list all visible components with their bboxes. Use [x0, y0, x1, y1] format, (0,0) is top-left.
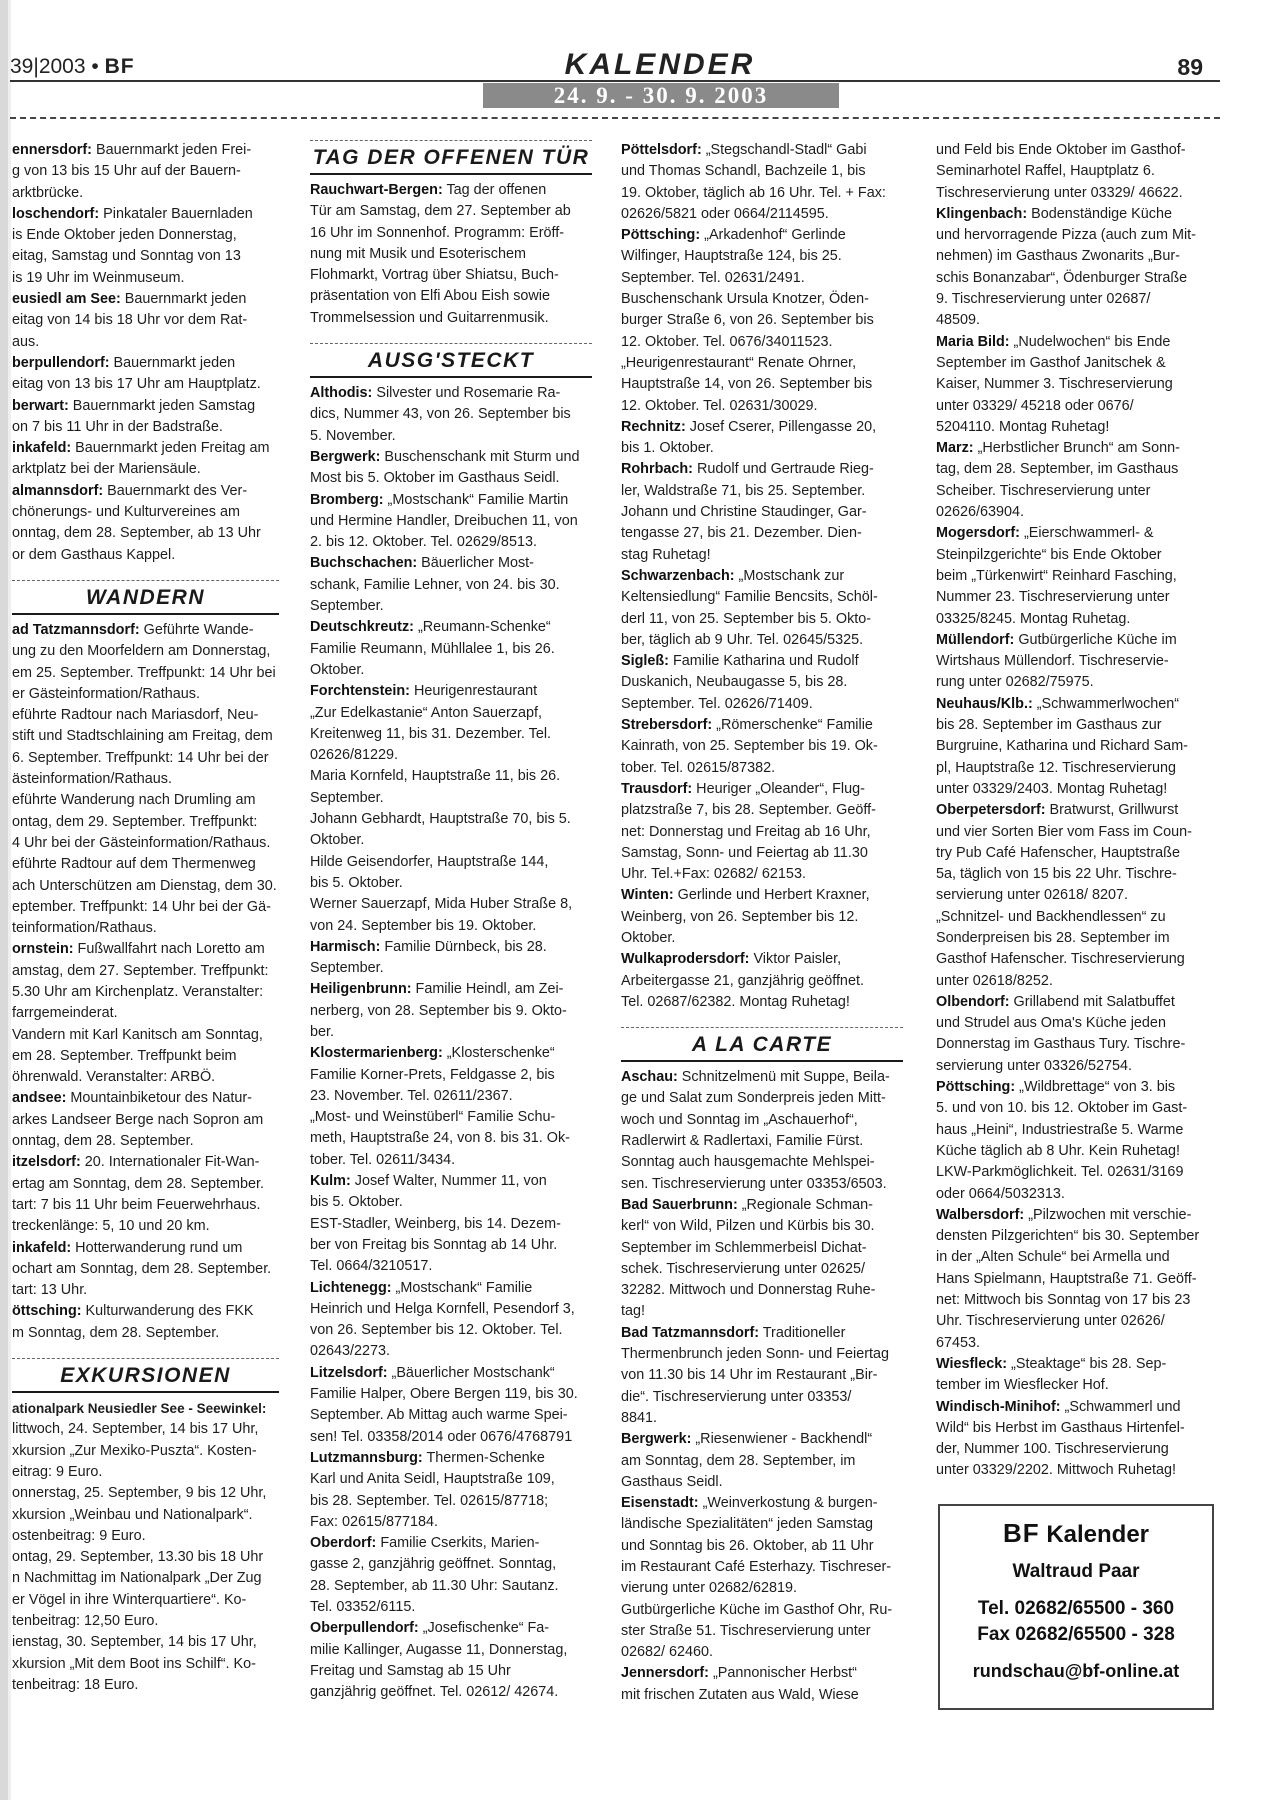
entry-text: „Stegschandl-Stadl“ Gabi und Thomas Schandl, Bachzeile 1, bis 19. Oktober, täglich ab 16 Uhr. Tel. + Fax: 02626/5821 oder 0664/2114595.: [621, 142, 886, 222]
entry-location: Oberpullendorf:: [310, 1620, 419, 1637]
calendar-entry: [12, 1301, 279, 1344]
entry-text: Geführte Wande- ung zu den Moorfeldern am Donnerstag, em 25. September. Treffpunkt: 14 Uhr bei er Gästeinformation/Rathaus. eführte Radtour nach Mariasdorf, Neu- stift und Stadtschlaining am Freitag, dem 6. September. Treffpunkt: 14 Uhr bei der ästeinformation/Rathaus. eführte Wanderung nach Drumling am ontag, dem 29. September. Treffpunkt: 4 Uhr bei der Gästeinformation/Rathaus. eführte Radtour auf dem Thermenweg ach Unterschützen am Dienstag, dem 30. eptember. Treffpunkt: 14 Uhr bei der Gä- teinformation/Rathaus.: [12, 621, 277, 937]
subheading: ationalpark Neusiedler See - Seewinkel:: [12, 1401, 267, 1417]
entry-location: Kulm:: [310, 1173, 351, 1190]
entry-text: „Wildbrettage“ von 3. bis 5. und von 10. bis 12. Oktober im Gast- haus „Heini“, Industriestraße 5. Warme Küche täglich ab 8 Uhr. Kein Ruhetag! LKW-Parkmöglichkeit. Tel. 02631/3169 oder 0664/5032313.: [936, 1079, 1188, 1202]
calendar-entry: [621, 1663, 903, 1706]
calendar-entry: [936, 800, 1218, 992]
entry-text: Fußwallfahrt nach Loretto am amstag, dem 27. September. Treffpunkt: 5.30 Uhr am Kirchenplatz. Veranstalter: farrgemeinderat. Vandern mit Karl Kanitsch am Sonntag, em 28. September. Treffpunkt beim öhrenwald. Veranstalter: ARBÖ.: [12, 941, 269, 1086]
entry-location: Oberdorf:: [310, 1535, 377, 1552]
entry-text: Bauernmarkt jeden eitag von 13 bis 17 Uhr am Hauptplatz.: [12, 354, 261, 393]
contact-fax: Fax 02682/65500 - 328: [977, 1623, 1175, 1645]
calendar-entry: [310, 1363, 592, 1448]
entry-text: Rudolf und Gertraude Rieg- ler, Waldstraße 71, bis 25. September. Johann und Christine Staudinger, Gar- tengasse 27, bis 21. Dezember. Dien- stag Ruhetag!: [621, 461, 874, 563]
entry-text: Bauernmarkt jeden Freitag am arktplatz bei der Mariensäule.: [12, 440, 270, 478]
entry-location: Deutschkreutz:: [310, 619, 414, 636]
calendar-entry: [310, 681, 592, 937]
calendar-entry: [310, 180, 592, 329]
entry-text: Josef Cserer, Pillengasse 20, bis 1. Oktober.: [621, 418, 877, 457]
entry-location: Strebersdorf:: [621, 717, 713, 734]
entry-text: „Weinverkostung & burgen- ländische Spezialitäten“ jeden Samstag und Sonntag bis 26. Oktober, ab 11 Uhr im Restaurant Café Esterhazy. Tischreser- vierung unter 02682/62819. Gutbürgerliche Küche im Gasthof Ohr, Ru- ster Straße 51. Tischreservierung unter 02682/ 62460.: [621, 1495, 893, 1661]
entry-text: „Schwammerl und Wild“ bis Herbst im Gasthaus Hirtenfel- der, Nummer 100. Tischreservierung unter 03329/2202. Mittwoch Ruhetag!: [936, 1398, 1185, 1479]
calendar-entry: [621, 1323, 903, 1429]
entry-text: Mountainbiketour des Natur- arkes Landseer Berge nach Sopron am onntag, dem 28. September.: [12, 1090, 264, 1150]
calendar-entry: [12, 1238, 279, 1302]
dashed-divider: [10, 117, 1220, 119]
calendar-entry: [12, 204, 279, 289]
section-heading: A LA CARTE: [621, 1027, 903, 1062]
entry-location: Schwarzenbach:: [621, 567, 735, 584]
entry-location: Oberpetersdorf:: [936, 802, 1046, 819]
calendar-entry: [12, 438, 279, 481]
calendar-entry: [310, 553, 592, 617]
calendar-entry: [621, 885, 903, 949]
entry-text: Familie Cserkits, Marien- gasse 2, ganzjährig geöffnet. Sonntag, 28. September, ab 11.30 Uhr: Sautanz. Tel. 03352/6115.: [310, 1535, 559, 1615]
entry-text: Bauernmarkt jeden Samstag on 7 bis 11 Uhr in der Badstraße.: [12, 397, 256, 435]
entry-location: Müllendorf:: [936, 631, 1015, 648]
entry-text: „Regionale Schman- kerl“ von Wild, Pilzen und Kürbis bis 30. September im Schlemmerbeisl Dichat- schek. Tischreservierung unter 02625/ 32282. Mittwoch und Donnerstag Ruhe- tag!: [621, 1196, 876, 1320]
calendar-entry: [310, 1043, 592, 1171]
entry-text: „Pannonischer Herbst“ mit frischen Zutaten aus Wald, Wiese: [621, 1665, 859, 1703]
entry-text: Pinkataler Bauernladen is Ende Oktober jeden Donnerstag, eitag, Samstag und Sonntag von 13 is 19 Uhr im Weinmuseum.: [12, 205, 253, 286]
brand-label: BF: [104, 55, 135, 78]
contact-box-label: Kalender: [1046, 1520, 1150, 1548]
entry-location: itzelsdorf:: [12, 1154, 81, 1171]
calendar-entry: [310, 1618, 592, 1703]
calendar-entry: [621, 949, 903, 1013]
column-4-entries: [936, 140, 1218, 1482]
issue-label: [10, 55, 135, 79]
entry-text: Gutbürgerliche Küche im Wirtshaus Müllendorf. Tischreservie- rung unter 02682/75975.: [936, 631, 1177, 691]
calendar-entry: [12, 481, 279, 566]
calendar-entry: [310, 383, 592, 447]
entry-text: „Nudelwochen“ bis Ende September im Gasthof Janitschek & Kaiser, Nummer 3. Tischreservierung unter 03329/ 45218 oder 0676/ 5204110. Montag Ruhetag!: [936, 333, 1173, 435]
calendar-entry: [12, 939, 279, 1088]
entry-location: Klostermarienberg:: [310, 1045, 443, 1062]
calendar-entry: [310, 1171, 592, 1277]
entry-text: „Steaktage“ bis 28. Sep- tember im Wiesflecker Hof.: [936, 1355, 1167, 1394]
page-number: 89: [1177, 54, 1203, 80]
entry-location: Sigleß:: [621, 653, 669, 670]
entry-text: „Eierschwammerl- & Steinpilzgerichte“ bis Ende Oktober beim „Türkenwirt“ Reinhard Fasching, Nummer 23. Tischreservierung unter 03325/8245. Montag Ruhetag.: [936, 525, 1177, 627]
entry-location: Rohrbach:: [621, 461, 693, 478]
entry-text: und Feld bis Ende Oktober im Gasthof- Seminarhotel Raffel, Hauptplatz 6. Tischreservierung unter 03329/ 46622.: [936, 142, 1186, 201]
calendar-entry: [12, 620, 279, 939]
entry-location: ornstein:: [12, 941, 74, 958]
calendar-entry: [936, 523, 1218, 629]
entry-text: „Reumann-Schenke“ Familie Reumann, Mühllalee 1, bis 26. Oktober.: [310, 619, 555, 678]
scan-edge-shadow: [8, 0, 11, 1800]
entry-text: Familie Katharina und Rudolf Duskanich, Neubaugasse 5, bis 28. September. Tel. 02626/71409.: [621, 653, 859, 712]
entry-location: Olbendorf:: [936, 993, 1010, 1010]
entry-text: Viktor Paisler, Arbeitergasse 21, ganzjährig geöffnet. Tel. 02687/62382. Montag Ruhetag!: [621, 951, 864, 1010]
calendar-entry: [12, 140, 279, 204]
entry-text: Kulturwanderung des FKK m Sonntag, dem 28. September.: [12, 1303, 254, 1341]
entry-location: inkafeld:: [12, 1239, 72, 1256]
calendar-entry: [621, 715, 903, 779]
entry-location: Bromberg:: [310, 491, 384, 508]
entry-text: „Bäuerlicher Mostschank“ Familie Halper, Obere Bergen 119, bis 30. September. Ab Mittag auch warme Spei- sen! Tel. 03358/2014 oder 0676/4768791: [310, 1364, 578, 1445]
entry-text: „Herbstlicher Brunch“ am Sonn- tag, dem 28. September, im Gasthaus Scheiber. Tischreservierung unter 02626/63904.: [936, 440, 1180, 521]
calendar-entry: [12, 353, 279, 396]
section-heading: EXKURSIONEN: [12, 1358, 279, 1393]
calendar-entry: [936, 630, 1218, 694]
entry-location: Bad Tatzmannsdorf:: [621, 1324, 760, 1341]
section-heading: TAG DER OFFENEN TÜR: [310, 140, 592, 175]
calendar-entry: [310, 1533, 592, 1618]
entry-text: Bauernmarkt jeden Frei- g von 13 bis 15 Uhr auf der Bauern- arktbrücke.: [12, 142, 252, 201]
entry-text: „Pilzwochen mit verschie- densten Pilzgerichten“ bis 30. September in der „Alten Schule“ bei Armella und Hans Spielmann, Hauptstraße 71. Geöff- net: Mittwoch bis Sonntag von 17 bis 23 Uhr. Tischreservierung unter 02626/ 67453.: [936, 1206, 1200, 1351]
entry-text: „Klosterschenke“ Familie Korner-Prets, Feldgasse 2, bis 23. November. Tel. 02611/2367. „Most- und Weinstüberl“ Familie Schu- meth, Hauptstraße 24, von 8. bis 31. Ok- tober. Tel. 02611/3434.: [310, 1045, 570, 1168]
entry-text: Bodenständige Küche und hervorragende Pizza (auch zum Mit- nehmen) im Gasthaus Zwonarits „Bur- schis Bonanzabar“, Ödenburger Straße 9. Tischreservierung unter 02687/ 48509.: [936, 205, 1196, 329]
scan-edge: [0, 0, 8, 1800]
entry-location: eusiedl am See:: [12, 291, 121, 308]
entry-text: Heurigenrestaurant „Zur Edelkastanie“ Anton Sauerzapf, Kreitenweg 11, bis 31. Dezember. Tel. 02626/81229. Maria Kornfeld, Hauptstraße 11, bis 26. September. Johann Gebhardt, Hauptstraße 70, bis 5. Oktober. Hilde Geisendorfer, Hauptstraße 144, bis 5. Oktober. Werner Sauerzapf, Mida Huber Straße 8, von 24. September bis 19. Oktober.: [310, 683, 573, 934]
column-2: [310, 140, 592, 1703]
entry-text: „Römerschenke“ Familie Kainrath, von 25. September bis 19. Ok- tober. Tel. 02615/87382.: [621, 717, 878, 776]
calendar-entry: [936, 140, 1218, 204]
section-heading: WANDERN: [12, 580, 279, 615]
entry-location: Forchtenstein:: [310, 683, 410, 700]
entry-location: Harmisch:: [310, 938, 381, 955]
entry-location: Winten:: [621, 887, 674, 904]
entry-text: littwoch, 24. September, 14 bis 17 Uhr, xkursion „Zur Mexiko-Puszta“. Kosten- eitrag: 9 Euro. onnerstag, 25. September, 9 bis 12 Uhr, xkursion „Weinbau und Nationalpark“. ostenbeitrag: 9 Euro. ontag, 29. September, 13.30 bis 18 Uhr n Nachmittag im Nationalpark „Der Zug er Vögel in ihre Winterquartiere“. Ko- tenbeitrag: 12,50 Euro. ienstag, 30. September, 14 bis 17 Uhr, xkursion „Mit dem Boot ins Schilf“. Ko- tenbeitrag: 18 Euro.: [12, 1421, 267, 1693]
calendar-entry: [621, 459, 903, 565]
entry-text: Bauernmarkt des Ver- chönerungs- und Kulturvereines am onntag, dem 28. September, ab 13 Uhr or dem Gasthaus Kappel.: [12, 482, 261, 563]
entry-location: Jennersdorf:: [621, 1665, 709, 1682]
header-rule: [10, 80, 1220, 82]
contact-tel: Tel. 02682/65500 - 360: [977, 1597, 1175, 1619]
entry-location: Litzelsdorf:: [310, 1364, 388, 1381]
calendar-entry: [621, 417, 903, 460]
calendar-entry: [310, 447, 592, 490]
calendar-entry: [621, 1429, 903, 1493]
entry-location: ad Tatzmannsdorf:: [12, 621, 140, 638]
entry-text: Josef Walter, Nummer 11, von bis 5. Oktober. EST-Stadler, Weinberg, bis 14. Dezem- ber von Freitag bis Sonntag ab 14 Uhr. Tel. 0664/3210517.: [310, 1173, 561, 1275]
entry-text: Bratwurst, Grillwurst und vier Sorten Bier vom Fass im Coun- try Pub Café Hafenscher, Hauptstraße 5a, täglich von 15 bis 22 Uhr. Tischre- servierung unter 02618/ 8207. „Schnitzel- und Backhendlessen“ zu Sonderpreisen bis 28. September im Gasthof Hafenscher. Tischreservierung unter 02618/8252.: [936, 802, 1192, 989]
entry-location: almannsdorf:: [12, 482, 104, 499]
entry-text: Heuriger „Oleander“, Flug- platzstraße 7, bis 28. September. Geöff- net: Donnerstag und Freitag ab 16 Uhr, Samstag, Sonn- und Feiertag ab 11.30 Uhr. Tel.+Fax: 02682/ 62153.: [621, 780, 876, 883]
entry-text: „Riesenwiener - Backhendl“ am Sonntag, dem 28. September, im Gasthaus Seidl.: [621, 1431, 873, 1490]
entry-text: „Arkadenhof“ Gerlinde Wilfinger, Hauptstraße 124, bis 25. September. Tel. 02631/2491. Buschenschank Ursula Knotzer, Öden- burger Straße 6, von 26. September bis 12. Oktober. Tel. 0676/34011523. „Heurigenrestaurant“ Renate Ohrner, Hauptstraße 14, von 26. September bis 12. Oktober. Tel. 02631/30029.: [621, 227, 874, 414]
entry-location: Marz:: [936, 440, 974, 457]
calendar-entry: [621, 566, 903, 651]
column-3: [621, 140, 903, 1706]
entry-text: Hotterwanderung rund um ochart am Sonntag, dem 28. September. tart: 13 Uhr.: [12, 1239, 272, 1299]
entry-location: ennersdorf:: [12, 142, 92, 158]
calendar-entry: [936, 204, 1218, 332]
calendar-entry: [936, 1354, 1218, 1397]
entry-text: Familie Heindl, am Zei- nerberg, von 28. September bis 9. Okto- ber.: [310, 981, 567, 1040]
entry-location: Windisch-Minihof:: [936, 1398, 1061, 1415]
calendar-entry: [936, 1397, 1218, 1482]
contact-box-title: [940, 1516, 1212, 1552]
calendar-entry: [621, 1195, 903, 1323]
calendar-entry: [621, 225, 903, 417]
date-range-band: 24. 9. - 30. 9. 2003: [483, 83, 839, 108]
calendar-entry: [310, 490, 592, 554]
entry-location: Bergwerk:: [310, 448, 381, 465]
entry-location: Neuhaus/Klb.:: [936, 695, 1033, 712]
entry-text: Familie Dürnbeck, bis 28. September.: [310, 938, 547, 977]
calendar-entry: [310, 979, 592, 1043]
issue-number: 39|2003 •: [10, 55, 99, 78]
calendar-entry: [621, 779, 903, 885]
entry-location: Trausdorf:: [621, 780, 693, 797]
entry-location: Aschau:: [621, 1069, 678, 1086]
entry-location: Pöttelsdorf:: [621, 142, 702, 158]
entry-text: Thermen-Schenke Karl und Anita Seidl, Hauptstraße 109, bis 28. September. Tel. 02615/87718; Fax: 02615/877184.: [310, 1449, 555, 1530]
entry-location: loschendorf:: [12, 205, 100, 222]
entry-text: Grillabend mit Salatbuffet und Strudel aus Oma's Küche jeden Donnerstag im Gasthaus Tury. Tischre- servierung unter 03326/52754.: [936, 993, 1186, 1074]
entry-text: Gerlinde und Herbert Kraxner, Weinberg, von 26. September bis 12. Oktober.: [621, 887, 870, 946]
calendar-entry: [310, 1278, 592, 1363]
entry-text: Buschenschank mit Sturm und Most bis 5. Oktober im Gasthaus Seidl.: [310, 448, 580, 487]
entry-text: Bäuerlicher Most- schank, Familie Lehner, von 24. bis 30. September.: [310, 555, 560, 615]
calendar-entry: [936, 438, 1218, 523]
calendar-entry: [621, 651, 903, 715]
calendar-entry: [621, 140, 903, 225]
entry-text: „Mostschank zur Keltensiedlung“ Familie Bencsits, Schöl- derl 11, von 25. September bis 5. Okto- ber, täglich ab 9 Uhr. Tel. 02645/5325.: [621, 567, 878, 648]
calendar-entry: [936, 694, 1218, 800]
entry-text: „Mostschank“ Familie Heinrich und Helga Kornfell, Pesendorf 3, von 26. September bis 12. Oktober. Tel. 02643/2273.: [310, 1279, 575, 1360]
entry-location: Rauchwart-Bergen:: [310, 182, 443, 198]
entry-location: Eisenstadt:: [621, 1495, 699, 1512]
calendar-entry: [310, 937, 592, 980]
entry-location: Rechnitz:: [621, 418, 686, 435]
entry-location: Heiligenbrunn:: [310, 981, 412, 998]
entry-location: Lichtenegg:: [310, 1279, 392, 1296]
entry-location: andsee:: [12, 1090, 67, 1107]
page-title: KALENDER: [564, 48, 756, 81]
entry-location: Buchschachen:: [310, 555, 418, 572]
calendar-entry: [936, 992, 1218, 1077]
entry-location: Althodis:: [310, 385, 373, 402]
entry-text: „Mostschank“ Familie Martin und Hermine Handler, Dreibuchen 11, von 2. bis 12. Oktober. Tel. 02629/8513.: [310, 491, 578, 551]
entry-text: „Schwammerlwochen“ bis 28. September im Gasthaus zur Burgruine, Katharina und Richard Sam- pl, Hauptstraße 12. Tischreservierung unter 03329/2403. Montag Ruhetag!: [936, 695, 1188, 797]
entry-location: Pöttsching:: [936, 1079, 1016, 1096]
entry-text: Traditioneller Thermenbrunch jeden Sonn- und Feiertag von 11.30 bis 14 Uhr im Restaurant „Bir- die“. Tischreservierung unter 03353/ 8841.: [621, 1324, 889, 1426]
contact-box-brand: BF: [1002, 1517, 1040, 1548]
entry-text: „Josefischenke“ Fa- milie Kallinger, Augasse 11, Donnerstag, Freitag und Samstag ab 15 Uhr ganzjährig geöffnet. Tel. 02612/ 42674.: [310, 1620, 568, 1701]
calendar-entry: [310, 617, 592, 681]
entry-location: Pöttsching:: [621, 227, 701, 244]
entry-location: Bergwerk:: [621, 1431, 692, 1448]
calendar-entry: [310, 1448, 592, 1533]
calendar-entry: [12, 289, 279, 353]
contact-box: [938, 1504, 1214, 1710]
calendar-entry: [12, 1152, 279, 1237]
entry-text: 20. Internationaler Fit-Wan- ertag am Sonntag, dem 28. September. tart: 7 bis 11 Uhr beim Feuerwehrhaus. treckenlänge: 5, 10 und 20 km.: [12, 1154, 264, 1235]
entry-location: berpullendorf:: [12, 354, 110, 371]
contact-email: rundschau@bf-online.at: [972, 1660, 1180, 1681]
entry-text: Schnitzelmenü mit Suppe, Beila- ge und Salat zum Sonderpreis jeden Mitt- woch und Sonntag im „Aschauerhof“, Radlerwirt & Radlertaxi, Familie Fürst. Sonntag auch hausgemachte Mehlspei- sen. Tischreservierung unter 03353/6503.: [621, 1069, 890, 1192]
entry-text: Bauernmarkt jeden eitag von 14 bis 18 Uhr vor dem Rat- aus.: [12, 291, 248, 350]
entry-location: Maria Bild:: [936, 333, 1010, 350]
calendar-entry: [621, 1493, 903, 1663]
entry-text: Tag der offenen Tür am Samstag, dem 27. September ab 16 Uhr im Sonnenhof. Programm: Eröff- nung mit Musik und Esoterischem Flohmarkt, Vortrag über Shiatsu, Buch- präsentation von Elfi Abou Eish sowie Trommelsession und Guitarrenmusik.: [310, 182, 571, 326]
column-4: [936, 140, 1218, 1710]
calendar-entry: [12, 1088, 279, 1152]
calendar-entry: [12, 1419, 279, 1696]
calendar-entry: [936, 1205, 1218, 1354]
entry-location: Bad Sauerbrunn:: [621, 1196, 738, 1213]
column-1: [12, 140, 279, 1696]
contact-name: Waltraud Paar: [1012, 1560, 1140, 1582]
entry-text: Silvester und Rosemarie Ra- dics, Nummer 43, von 26. September bis 5. November.: [310, 385, 571, 444]
calendar-entry: [12, 396, 279, 439]
entry-location: Wulkaprodersdorf:: [621, 951, 750, 968]
calendar-entry: [936, 332, 1218, 438]
calendar-entry: [936, 1077, 1218, 1205]
section-heading: AUSG'STECKT: [310, 343, 592, 378]
entry-location: inkafeld:: [12, 440, 72, 457]
entry-location: berwart:: [12, 397, 69, 414]
entry-location: Klingenbach:: [936, 205, 1028, 222]
entry-location: öttsching:: [12, 1303, 82, 1320]
entry-location: Mogersdorf:: [936, 525, 1020, 542]
entry-location: Lutzmannsburg:: [310, 1449, 423, 1466]
calendar-entry: [621, 1067, 903, 1195]
entry-location: Wiesfleck:: [936, 1355, 1008, 1372]
entry-location: Walbersdorf:: [936, 1206, 1025, 1223]
